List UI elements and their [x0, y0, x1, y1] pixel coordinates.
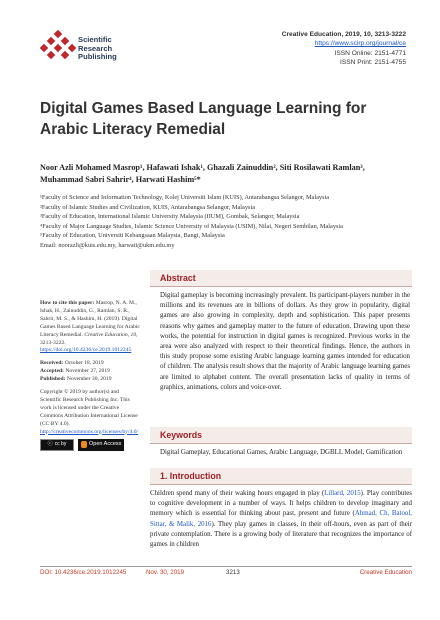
- introduction-text: Children spend many of their waking hours engaged in play (Lillard, 2015). Play contributes to cognitive development in a number of ways. It helps children to develop imaginary and memory which is essential for thinking about past, present and future (Ahmad, Ch, Batool, Sittar, & Malik, 2016). They play games in classes, in their off-hours, even as part of their private contemplation. There is a growing body of literature that recognizes the importance of games in children: [150, 490, 412, 549]
- article-sidebar: [40, 300, 140, 456]
- author-list: Noor Azli Mohamed Masrop¹, Hafawati Ishak¹, Ghazali Zainuddin², Siti Rosilawati Ramlan³, Muhammad Sabri Sahrir⁴, Harwati Hashim⁵*: [40, 163, 365, 184]
- abstract-text: Digital gameplay is becoming increasingly prevalent. Its participant-players number in the millions and its revenues are in billions of dollars. As they grow in popularity, digital games are also growing in complexity, depth and sophistication. This paper presents reasons why games and gameplay matter to the future of education. Drawing upon these works, the potential for instruction in digital games is recognized. Previous works in the area were also analyzed with respect to their theoretical findings. Hence, the authors in this study propose some existing Arabic language learning games intended for education of children. The analysis result shows that the majority of Arabic language learning games are limited to alphabet content. The overall presentation lacks of quality in terms of graphics, animations, colors and voice-over.: [160, 292, 410, 391]
- main-column: [150, 270, 412, 458]
- copyright-notice: Copyright © 2019 by author(s) and Scientific Research Publishing Inc. This work is licensed under the Creative Commons Attribution International License (CC BY 4.0). http://creativecommons.org/licenses/by/4.0/ ⓒ cc by Open Access: [40, 389, 140, 450]
- doi-link[interactable]: https://doi.org/10.4236/ce.2019.1012245: [40, 347, 132, 354]
- open-access-badge: Open Access: [78, 439, 124, 451]
- abstract-heading: Abstract: [150, 270, 412, 287]
- affiliation-item: ²Faculty of Islamic Studies and Civilization, KUIS, Antarabangsa Selangor, Malaysia: [40, 203, 255, 211]
- open-lock-icon: [81, 441, 87, 448]
- publisher-name: Scientific Research Publishing: [78, 35, 117, 62]
- introduction-heading: 1. Introduction: [150, 468, 412, 485]
- license-badges: [40, 439, 140, 451]
- contact-email: Email: noorazli@kuis.edu.my, harwati@ukm.edu.my: [40, 241, 175, 249]
- paper-title: Digital Games Based Language Learning for Arabic Literacy Remedial: [40, 100, 367, 138]
- affiliation-item: ³Faculty of Education, International Islamic University Malaysia (IIUM), Gombak, Selangor, Malaysia: [40, 213, 300, 220]
- article-dates: Received: October 18, 2019 Accepted: November 27, 2019 Published: November 30, 2019: [40, 360, 112, 383]
- keywords-heading: Keywords: [150, 427, 412, 444]
- affiliation-list: [40, 193, 410, 250]
- affiliation-item: ¹Faculty of Science and Information Technology, Kolej Universiti Islam (KUIS), Antarabangsa Selangor, Malaysia: [40, 194, 330, 201]
- publisher-logo: [40, 30, 170, 70]
- issn-online: ISSN Online: 2151-4771: [334, 49, 406, 57]
- affiliation-item: ⁴Faculty of Major Language Studies, Islamic Science University of Malaysia (USIM), Nilai, Negeri Sembilan, Malaysia: [40, 222, 343, 230]
- issn-print: ISSN Print: 2151-4755: [340, 59, 406, 67]
- creative-commons-icon: ⓒ: [47, 440, 53, 447]
- journal-info: [282, 30, 406, 68]
- license-link[interactable]: http://creativecommons.org/licenses/by/4.0/: [40, 428, 139, 435]
- journal-url-link[interactable]: https://www.scirp.org/journal/ce: [314, 40, 406, 48]
- footer-journal: Creative Education: [359, 569, 412, 576]
- journal-citation: Creative Education, 2019, 10, 3213-3222: [281, 31, 406, 38]
- srp-diamond-logo-icon: [40, 30, 76, 64]
- footer-date: Nov. 30, 2019: [146, 569, 185, 576]
- how-to-cite: How to cite this paper: Masrop, N. A. M., Ishak, H., Zainuddin, G., Ramlan, S. R., Sahrir, M. S., & Hashim, H. (2019). Digital Games Based Language Learning for Arabic Literacy Remedial. Creative Education, 10, 3213-3222. https://doi.org/10.4236/ce.2019.1012245: [40, 300, 140, 354]
- cc-by-badge[interactable]: ⓒ cc by: [40, 439, 74, 451]
- footer-doi[interactable]: DOI: 10.4236/ce.2019.1012245: [40, 569, 127, 576]
- affiliation-item: ⁵Faculty of Education, Universiti Kebangsaan Malaysia, Bangi, Malaysia: [40, 232, 225, 239]
- page-number: 3213: [226, 569, 240, 576]
- citation-link[interactable]: Ahmad, Ch, Batool, Sittar, & Malik, 2016: [150, 510, 412, 528]
- citation-link[interactable]: Lillard, 2015: [324, 490, 361, 497]
- footer-divider: [40, 566, 412, 567]
- keywords-text: Digital Gameplay, Educational Games, Arabic Language, DGBLL Model, Gamification: [160, 449, 403, 456]
